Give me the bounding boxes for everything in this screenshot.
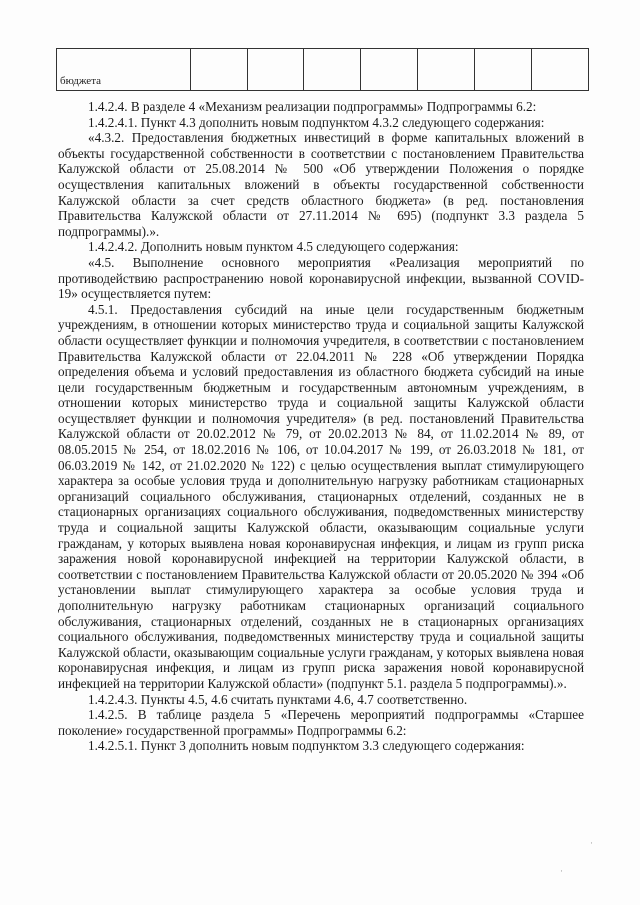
table-cell bbox=[475, 49, 532, 91]
table-cell bbox=[418, 49, 475, 91]
paragraph-1-4-2-5-1: 1.4.2.5.1. Пункт 3 дополнить новым подпунктом 3.3 следующего содержания: bbox=[88, 738, 525, 754]
paragraph-4-3-2: «4.3.2. Предоставления бюджетных инвестиций в форме капитальных вложений в объекты государственной собственности в соответствии с постановлением Правительства Калужской области от 25.08.2014 № 500 «Об утверждении Положения о порядке осуществления капитальных вложений в объекты государственной собственности Калужской области за счет средств областного бюджета» (в ред. постановления Правительства Калужской области от 27.11.2014 № 695) (подпункт 3.3 раздела 5 подпрограммы).». bbox=[58, 130, 584, 239]
table-cell bbox=[248, 49, 304, 91]
paragraph-4-5: «4.5. Выполнение основного мероприятия «Реализация мероприятий по противодействию распространению новой коронавирусной инфекции, вызванной COVID-19» осуществляется путем: bbox=[58, 254, 584, 302]
paragraph-1-4-2-4-3: 1.4.2.4.3. Пункты 4.5, 4.6 считать пунктами 4.6, 4.7 соответственно. bbox=[88, 691, 468, 707]
paragraph-4-5-1: 4.5.1. Предоставления субсидий на иные цели государственным бюджетным учреждениям, в отношении которых министерство труда и социальной защиты Калужской области осуществляет функции и полномочия учредителя, в соответствии с постановлением Правительства Калужской области от 22.04.2011 № 228 «Об утверждении Порядка определения объема и условий предоставления из областного бюджета субсидий на иные цели государственным бюджетным и государственным автономным учреждениям, в отношении которых министерство труда и социальной защиты Калужской области осуществляет функции и полномочия учредителя» (в ред. постановлений Правительства Калужской области от 20.02.2012 № 79, от 20.02.2013 № 84, от 11.02.2014 № 89, от 08.05.2015 № 254, от 18.02.2016 № 106, от 10.04.2017 № 199, от 26.03.2018 № 181, от 06.03.2019 № 142, от 21.02.2020 № 122) с целью осуществления выплат стимулирующего характера за особые условия труда и дополнительную нагрузку работникам стационарных организаций социального обслуживания, стационарных отделений, созданных не в стационарных организациях социального обслуживания, подведомственных министерству труда и социальной защиты Калужской области, оказывающим социальные услуги гражданам, у которых выявлена новая коронавирусная инфекция, и лицам из групп риска заражения новой коронавирусной инфекцией на территории Калужской области, в соответствии с постановлением Правительства Калужской области от 20.05.2020 № 394 «Об установлении выплат стимулирующего характера за особые условия труда и дополнительную нагрузку работникам стационарных организаций социального обслуживания, стационарных отделений, созданных не в стационарных организациях социального обслуживания, подведомственных министерству труда и социальной защиты Калужской области, оказывающим социальные услуги гражданам, у которых выявлена новая коронавирусная инфекция, и лицам из групп риска заражения новой коронавирусной инфекцией на территории Калужской области» (подпункт 5.1. раздела 5 подпрограммы).». bbox=[58, 301, 584, 691]
paragraph-1-4-2-4-2: 1.4.2.4.2. Дополнить новым пунктом 4.5 следующего содержания: bbox=[88, 239, 459, 255]
paragraph-1-4-2-4-1: 1.4.2.4.1. Пункт 4.3 дополнить новым подпунктом 4.3.2 следующего содержания: bbox=[88, 114, 545, 130]
paragraph-1-4-2-5: 1.4.2.5. В таблице раздела 5 «Перечень мероприятий подпрограммы «Старшее поколение» государственной программы» Подпрограммы 6.2: bbox=[58, 707, 584, 738]
scan-speck: · bbox=[560, 866, 563, 876]
table-row bbox=[57, 49, 589, 91]
table-fragment bbox=[56, 48, 589, 91]
table-cell bbox=[191, 49, 248, 91]
table-cell bbox=[532, 49, 589, 91]
table-cell bbox=[361, 49, 418, 91]
table-cell-label: бюджета bbox=[57, 49, 191, 91]
document-body bbox=[58, 99, 584, 754]
paragraph-1-4-2-4: 1.4.2.4. В разделе 4 «Механизм реализации подпрограммы» Подпрограммы 6.2: bbox=[88, 99, 537, 114]
scan-speck: · bbox=[590, 838, 593, 848]
table-cell bbox=[304, 49, 361, 91]
